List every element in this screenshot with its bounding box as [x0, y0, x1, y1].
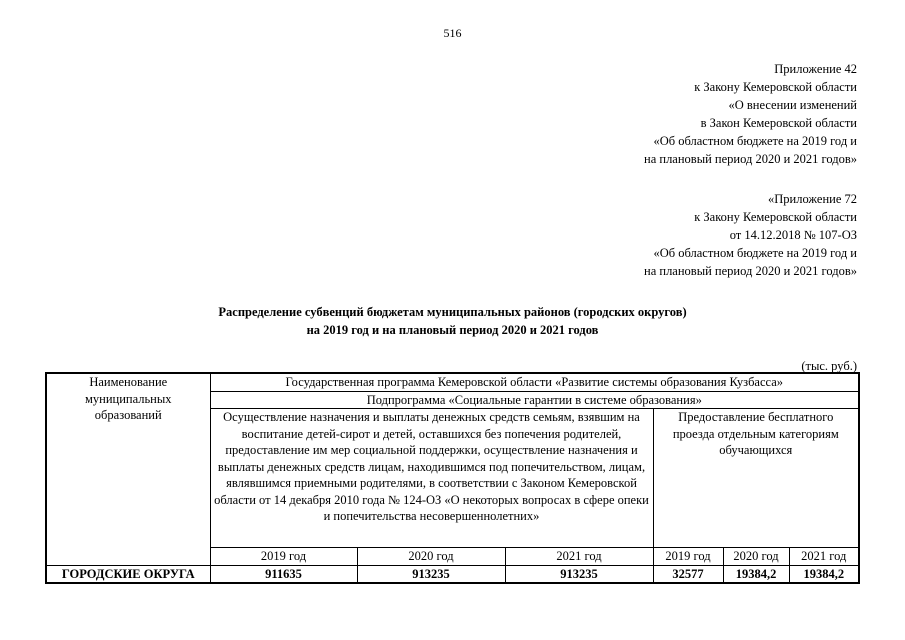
total-value: 911635: [210, 565, 357, 583]
document-title: [0, 303, 905, 339]
year-header: 2021 год: [505, 548, 653, 566]
appendix-42-line: к Закону Кемеровской области: [694, 80, 857, 94]
appendix-72-line: «Приложение 72: [768, 192, 857, 206]
header-row-program: [46, 373, 859, 391]
year-header: 2019 год: [210, 548, 357, 566]
total-value: 19384,2: [723, 565, 789, 583]
appendix-42-line: на плановый период 2020 и 2021 годов»: [644, 152, 857, 166]
title-line-2: на 2019 год и на плановый период 2020 и 2021 годов: [306, 323, 599, 337]
appendix-72-line: от 14.12.2018 № 107-ОЗ: [729, 228, 857, 242]
subventions-table: [45, 372, 860, 584]
appendix-42-header: [644, 60, 857, 168]
measure-1-header: Осуществление назначения и выплаты денежных средств семьям, взявшим на воспитание детей-сирот и детей, оставшихся без попечения родителей, предоставление им мер социальной поддержки, осуществление назначения и выплаты денежных средств лицам, находившимся под попечительством, лицам, являвшимся приемными родителями, в соответствии с Законом Кемеровской области от 14 декабря 2010 года № 124-ОЗ «О некоторых вопросах в сфере опеки и попечительства несовершеннолетних»: [210, 409, 653, 548]
total-value: 19384,2: [789, 565, 859, 583]
program-header: Государственная программа Кемеровской области «Развитие системы образования Кузбасса»: [210, 373, 859, 391]
subprogram-header: Подпрограмма «Социальные гарантии в системе образования»: [210, 391, 859, 409]
title-line-1: Распределение субвенций бюджетам муниципальных районов (городских округов): [218, 305, 687, 319]
total-value: 913235: [505, 565, 653, 583]
year-header: 2020 год: [357, 548, 505, 566]
appendix-72-header: [644, 190, 857, 280]
total-row-name: ГОРОДСКИЕ ОКРУГА: [46, 565, 210, 583]
total-value: 913235: [357, 565, 505, 583]
table-row-total: [46, 565, 859, 583]
appendix-72-line: к Закону Кемеровской области: [694, 210, 857, 224]
page-number: 516: [443, 26, 462, 40]
year-header: 2019 год: [653, 548, 723, 566]
appendix-72-line: «Об областном бюджете на 2019 год и: [653, 246, 857, 260]
appendix-42-line: в Закон Кемеровской области: [700, 116, 857, 130]
unit-label: (тыс. руб.): [801, 359, 857, 373]
appendix-72-line: на плановый период 2020 и 2021 годов»: [644, 264, 857, 278]
appendix-42-line: Приложение 42: [774, 62, 857, 76]
year-header: 2021 год: [789, 548, 859, 566]
name-column-header: Наименование муниципальных образований: [46, 373, 210, 565]
measure-2-header: Предоставление бесплатного проезда отдельным категориям обучающихся: [653, 409, 859, 548]
year-header: 2020 год: [723, 548, 789, 566]
appendix-42-line: «О внесении изменений: [728, 98, 857, 112]
total-value: 32577: [653, 565, 723, 583]
appendix-42-line: «Об областном бюджете на 2019 год и: [653, 134, 857, 148]
